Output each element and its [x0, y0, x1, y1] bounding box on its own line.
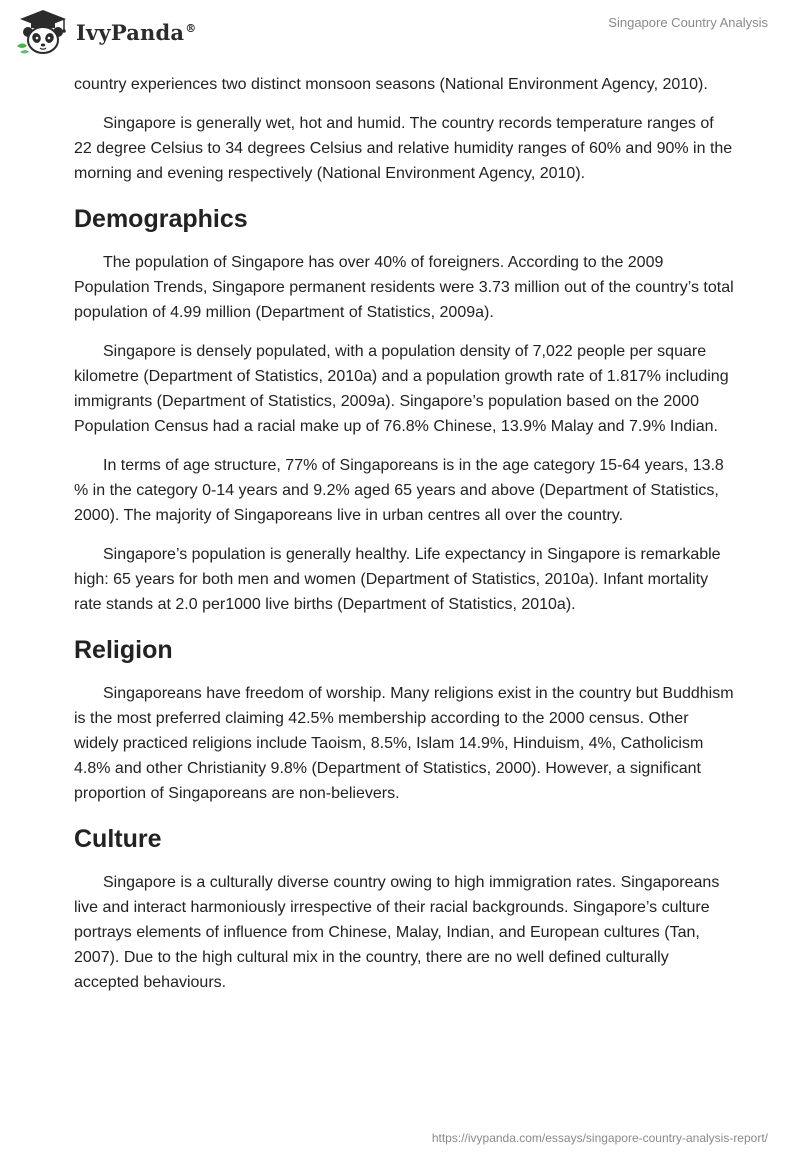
paragraph-religion: Singaporeans have freedom of worship. Many religions exist in the country but Buddhism is the most preferred claiming 42.5% membership according to the 2000 census. Other widely practiced religions include Taoism, 8.5%, Islam 14.9%, Hinduism, 4%, Catholicism 4.8% and other Christianity 9.8% (Department of Statistics, 2000). However, a significant proportion of Singaporeans are non-believers.	[74, 685, 734, 802]
essay-content	[74, 72, 734, 995]
page-header	[0, 0, 800, 64]
ivypanda-logo[interactable]	[14, 8, 196, 56]
paragraph-culture: Singapore is a culturally diverse country owing to high immigration rates. Singaporeans live and interact harmoniously irrespective of their racial backgrounds. Singapore’s culture portrays elements of influence from Chinese, Malay, Indian, and European cultures (Tan, 2007). Due to the high cultural mix in the country, there are no well defined culturally accepted behaviours.	[74, 874, 720, 991]
paragraph-demographics-3: In terms of age structure, 77% of Singaporeans is in the age category 15-64 years, 13.8 % in the category 0-14 years and 9.2% aged 65 years and above (Department of Statistics, 2000). The majority of Singaporeans live in urban centres all over the country.	[74, 457, 724, 524]
registered-mark: ®	[185, 21, 197, 35]
source-url-link[interactable]: https://ivypanda.com/essays/singapore-country-analysis-report/	[431, 1131, 768, 1145]
paragraph-climate: Singapore is generally wet, hot and humid. The country records temperature ranges of 22 degree Celsius to 34 degrees Celsius and relative humidity ranges of 60% and 90% in the morning and evening respectively (National Environment Agency, 2010).	[74, 115, 733, 182]
paragraph-demographics-1: The population of Singapore has over 40% of foreigners. According to the 2009 Population Trends, Singapore permanent residents were 3.73 million out of the country’s total population of 4.99 million (Department of Statistics, 2009a).	[74, 254, 734, 321]
document-title: Singapore Country Analysis	[608, 15, 768, 30]
paragraph-demographics-4: Singapore’s population is generally healthy. Life expectancy in Singapore is remarkable high: 65 years for both men and women (Department of Statistics, 2010a). Infant mortality rate stands at 2.0 per1000 live births (Department of Statistics, 2010a).	[74, 546, 721, 613]
paragraph-intro-tail: country experiences two distinct monsoon seasons (National Environment Agency, 2010).	[74, 76, 708, 93]
heading-religion: Religion	[74, 636, 173, 664]
heading-demographics: Demographics	[74, 205, 248, 233]
panda-graduate-icon	[14, 8, 72, 56]
heading-culture: Culture	[74, 825, 162, 853]
paragraph-demographics-2: Singapore is densely populated, with a population density of 7,022 people per square kilometre (Department of Statistics, 2010a) and a population growth rate of 1.817% including immigrants (Department of Statistics, 2009a). Singapore’s population based on the 2000 Population Census had a racial make up of 76.8% Chinese, 13.9% Malay and 7.9% Indian.	[74, 343, 729, 435]
logo-text: IvyPanda®	[76, 19, 197, 45]
